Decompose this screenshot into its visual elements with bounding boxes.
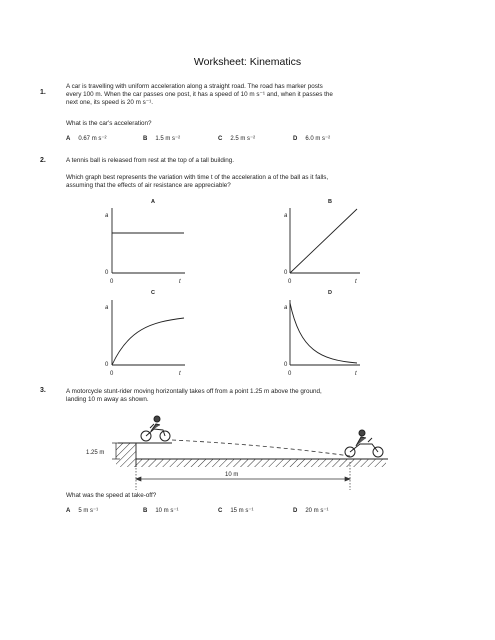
question-1-line: A car is travelling with uniform acceleration along a straight road. The road has marker posts <box>66 83 323 90</box>
question-3-option-c[interactable] <box>218 507 254 514</box>
option-text: 10 m s⁻¹ <box>155 508 179 514</box>
question-3-line: A motorcycle stunt-rider moving horizontally takes off from a point 1.25 m above the ground, <box>66 388 322 395</box>
graph-b-y-label: a <box>284 213 288 219</box>
option-letter: C <box>218 136 223 142</box>
question-2-text: A tennis ball is released from rest at the top of a tall building. <box>66 157 235 164</box>
option-letter: B <box>143 136 148 142</box>
option-text: 20 m s⁻¹ <box>305 508 329 514</box>
graph-c-y-label: a <box>105 305 109 311</box>
graph-c-label: C <box>151 290 155 296</box>
graph-c-origin: 0 <box>105 362 109 368</box>
graph-b-label: B <box>328 199 332 205</box>
graph-a-y-label: a <box>105 213 109 219</box>
option-letter: D <box>293 136 298 142</box>
graph-c-origin-x: 0 <box>110 371 114 377</box>
graph-d-origin: 0 <box>284 362 288 368</box>
distance-label: 10 m <box>225 472 239 478</box>
question-1-number: 1. <box>40 89 46 96</box>
option-text: 15 m s⁻¹ <box>230 508 254 514</box>
question-1-line: every 100 m. When the car passes one post, it has a speed of 10 m s⁻¹ and, when it passes the <box>66 91 333 98</box>
question-3-option-d[interactable] <box>293 507 329 514</box>
motorcycle-takeoff-icon <box>141 416 170 441</box>
graph-d-label: D <box>328 290 332 296</box>
question-2-number: 2. <box>40 157 46 164</box>
question-2-prompt-line: assuming that the effects of air resistance are appreciable? <box>66 182 231 189</box>
graph-d-origin-x: 0 <box>288 371 292 377</box>
option-text: 5 m s⁻¹ <box>78 508 99 514</box>
graph-a-origin: 0 <box>105 270 109 276</box>
question-3-number: 3. <box>40 387 46 394</box>
option-letter: B <box>143 508 148 514</box>
option-letter: D <box>293 508 298 514</box>
option-letter: A <box>66 508 71 514</box>
question-3-prompt: What was the speed at take-off? <box>66 492 157 499</box>
graph-d-x-label: t <box>355 371 357 377</box>
question-3-option-b[interactable] <box>143 507 179 514</box>
option-text: 1.5 m s⁻² <box>155 136 181 142</box>
question-3-line: landing 10 m away as shown. <box>66 396 149 403</box>
graph-b-origin-x: 0 <box>288 279 292 285</box>
option-text: 6.0 m s⁻² <box>305 136 331 142</box>
trajectory-path <box>172 440 350 456</box>
option-letter: C <box>218 508 223 514</box>
option-text: 0.67 m s⁻² <box>78 136 107 142</box>
option-letter: A <box>66 136 71 142</box>
graph-d-y-label: a <box>284 305 288 311</box>
graph-a-origin-x: 0 <box>110 279 114 285</box>
graph-b-x-label: t <box>355 279 357 285</box>
page-title: Worksheet: Kinematics <box>193 56 302 68</box>
height-label: 1.25 m <box>86 450 105 456</box>
question-1-line: next one, its speed is 20 m s⁻¹. <box>66 99 153 106</box>
motorcycle-landing-icon <box>345 430 383 457</box>
question-1-prompt: What is the car's acceleration? <box>66 120 152 127</box>
option-text: 2.5 m s⁻² <box>230 136 256 142</box>
question-3-option-a[interactable] <box>66 507 98 514</box>
graph-a-label: A <box>151 199 155 205</box>
graph-a-x-label: t <box>179 279 181 285</box>
question-2-prompt-line: Which graph best represents the variation with time t of the acceleration a of the ball as it falls, <box>66 174 329 181</box>
graph-b-origin: 0 <box>284 270 288 276</box>
graph-c-x-label: t <box>179 371 181 377</box>
